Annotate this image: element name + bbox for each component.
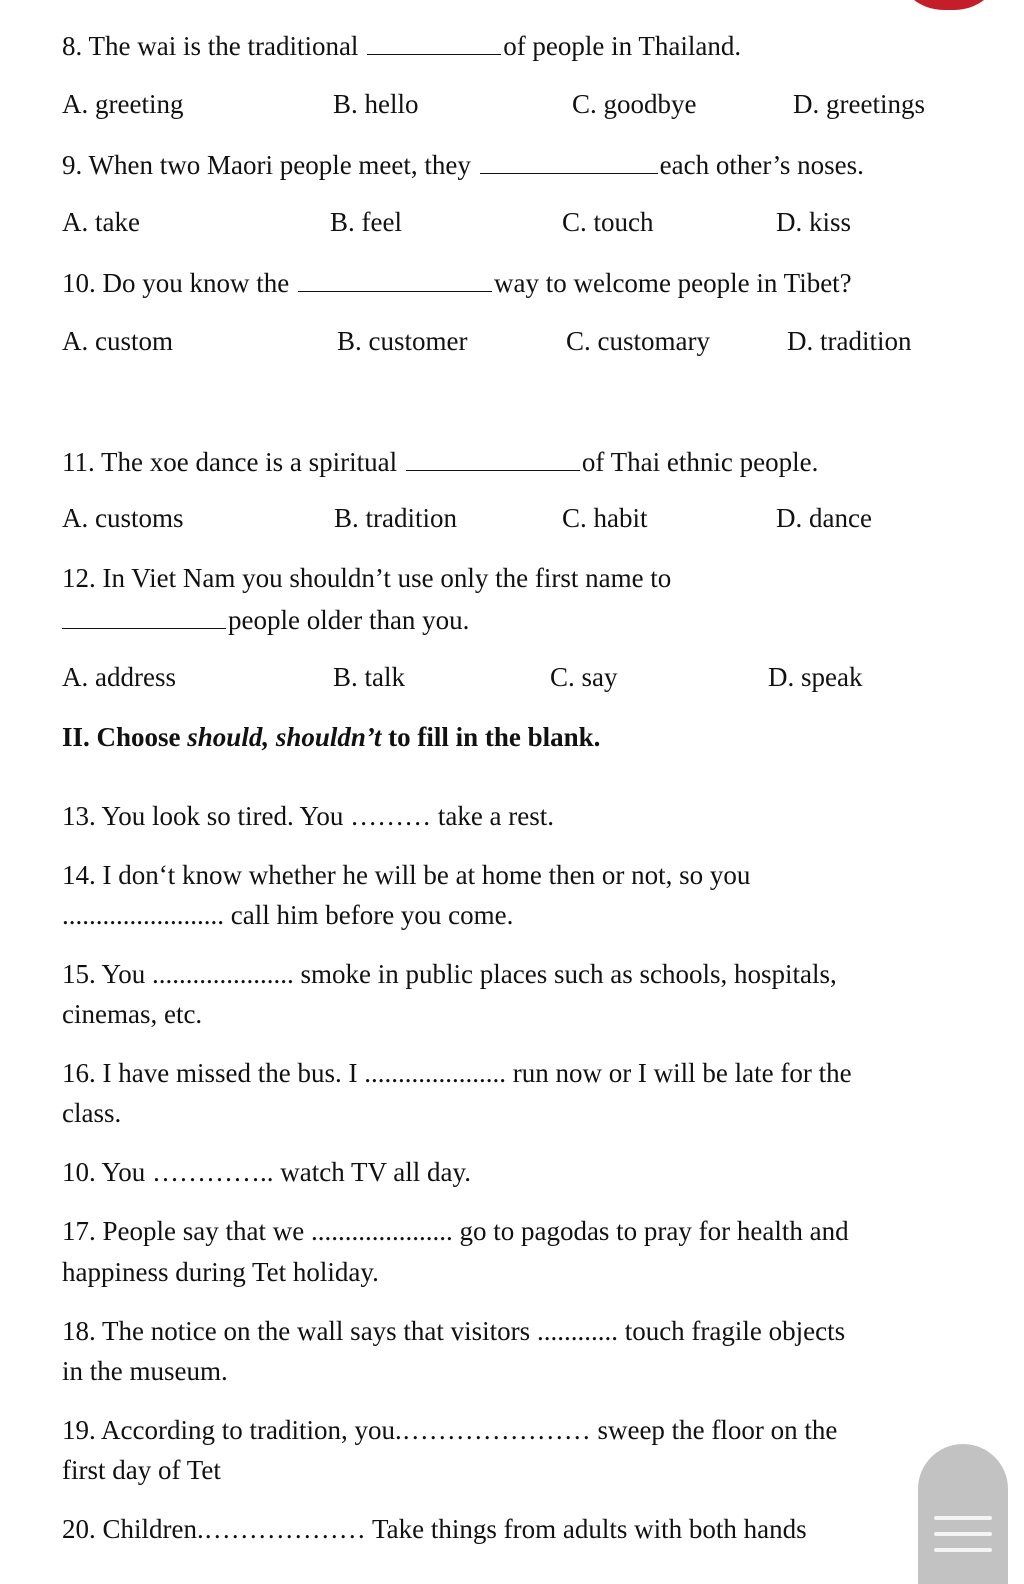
question-8-options bbox=[0, 88, 1024, 120]
question-11-options bbox=[0, 502, 1024, 534]
answer-blank: ..................... bbox=[152, 959, 294, 989]
question-13-stem: 13. You look so tired. You bbox=[62, 801, 344, 831]
option-c[interactable]: C. habit bbox=[562, 503, 648, 533]
question-20-stem: 20. Children. bbox=[62, 1514, 204, 1544]
question-15-line-1 bbox=[62, 958, 837, 990]
option-b[interactable]: B. talk bbox=[333, 662, 405, 692]
answer-blank: ……………… bbox=[203, 1514, 366, 1544]
question-19-stem: 19. According to tradition, you. bbox=[62, 1415, 402, 1445]
answer-blank bbox=[367, 28, 501, 55]
option-a[interactable]: A. take bbox=[62, 207, 140, 237]
menu-icon bbox=[934, 1548, 992, 1552]
question-20 bbox=[62, 1513, 807, 1545]
answer-blank bbox=[298, 265, 492, 292]
question-16-stem: 16. I have missed the bus. I bbox=[62, 1058, 358, 1088]
question-18-stem: 18. The notice on the wall says that visitors bbox=[62, 1316, 531, 1346]
question-19-line-1 bbox=[62, 1414, 837, 1446]
question-9-end: each other’s noses. bbox=[659, 150, 864, 180]
question-12-line-2 bbox=[62, 602, 469, 636]
question-11-end: of Thai ethnic people. bbox=[581, 447, 819, 477]
option-a[interactable]: A. address bbox=[62, 662, 176, 692]
option-c[interactable]: C. goodbye bbox=[572, 89, 697, 119]
question-8-end: of people in Thailand. bbox=[503, 31, 742, 61]
option-c[interactable]: C. say bbox=[550, 662, 618, 692]
question-15-end: smoke in public places such as schools, hospitals, bbox=[300, 959, 837, 989]
option-d[interactable]: D. kiss bbox=[776, 207, 852, 237]
question-13-end: take a rest. bbox=[437, 801, 555, 831]
menu-icon bbox=[934, 1516, 992, 1520]
answer-blank: ..................... bbox=[310, 1216, 453, 1246]
question-10 bbox=[62, 265, 852, 299]
question-19-line-2: first day of Tet bbox=[62, 1455, 221, 1485]
question-8-stem: 8. The wai is the traditional bbox=[62, 31, 359, 61]
question-14-end: call him before you come. bbox=[230, 900, 514, 930]
question-10-options bbox=[0, 325, 1024, 357]
question-14-line-1: 14. I don‘t know whether he will be at home then or not, so you bbox=[62, 860, 751, 890]
question-14-line-2 bbox=[62, 899, 513, 931]
question-12-end: people older than you. bbox=[228, 605, 470, 635]
question-18-end: touch fragile objects bbox=[624, 1316, 846, 1346]
answer-blank: ..................... bbox=[364, 1058, 506, 1088]
section-2-heading-emphasis: should, shouldn’t bbox=[187, 722, 382, 752]
answer-blank: ………….. bbox=[152, 1157, 274, 1187]
question-10-stem: 10. Do you know the bbox=[62, 268, 290, 298]
question-10b bbox=[62, 1156, 471, 1188]
question-12-line-1: 12. In Viet Nam you shouldn’t use only the first name to bbox=[62, 563, 672, 593]
question-10b-end: watch TV all day. bbox=[280, 1157, 471, 1187]
option-d[interactable]: D. greetings bbox=[793, 89, 925, 119]
answer-blank bbox=[480, 147, 658, 174]
answer-blank: ........................ bbox=[62, 900, 224, 930]
question-16-line-1 bbox=[62, 1057, 852, 1089]
question-15-line-2: cinemas, etc. bbox=[62, 999, 203, 1029]
question-16-end: run now or I will be late for the bbox=[512, 1058, 852, 1088]
answer-blank: ………………… bbox=[401, 1415, 591, 1445]
question-19-end: sweep the floor on the bbox=[597, 1415, 838, 1445]
option-b[interactable]: B. customer bbox=[337, 326, 468, 356]
question-13 bbox=[62, 800, 554, 832]
option-b[interactable]: B. feel bbox=[330, 207, 402, 237]
option-d[interactable]: D. speak bbox=[768, 662, 863, 692]
section-2-heading-start: II. Choose bbox=[62, 722, 188, 752]
option-d[interactable]: D. dance bbox=[776, 503, 872, 533]
question-15-stem: 15. You bbox=[62, 959, 146, 989]
answer-blank: ............ bbox=[536, 1316, 618, 1346]
question-18-line-2: in the museum. bbox=[62, 1356, 228, 1386]
question-18-line-1 bbox=[62, 1315, 845, 1347]
question-9 bbox=[62, 147, 864, 181]
question-9-stem: 9. When two Maori people meet, they bbox=[62, 150, 471, 180]
question-10-end: way to welcome people in Tibet? bbox=[493, 268, 852, 298]
option-d[interactable]: D. tradition bbox=[787, 326, 912, 356]
menu-icon bbox=[934, 1532, 992, 1536]
question-17-line-2: happiness during Tet holiday. bbox=[62, 1257, 379, 1287]
option-a[interactable]: A. customs bbox=[62, 503, 184, 533]
question-17-line-1 bbox=[62, 1215, 849, 1247]
question-8 bbox=[62, 28, 741, 62]
section-2-heading-end: to fill in the blank. bbox=[381, 722, 601, 752]
option-a[interactable]: A. greeting bbox=[62, 89, 184, 119]
question-20-end: Take things from adults with both hands bbox=[372, 1514, 807, 1544]
option-a[interactable]: A. custom bbox=[62, 326, 173, 356]
answer-blank bbox=[62, 602, 226, 629]
option-b[interactable]: B. tradition bbox=[334, 503, 457, 533]
question-17-stem: 17. People say that we bbox=[62, 1216, 305, 1246]
option-c[interactable]: C. touch bbox=[562, 207, 654, 237]
question-12-options bbox=[0, 661, 1024, 693]
question-17-end: go to pagodas to pray for health and bbox=[459, 1216, 849, 1246]
answer-blank: ……… bbox=[350, 801, 432, 831]
question-11-stem: 11. The xoe dance is a spiritual bbox=[62, 447, 398, 477]
answer-blank bbox=[406, 444, 580, 471]
corner-decoration bbox=[894, 0, 1004, 10]
option-b[interactable]: B. hello bbox=[333, 89, 419, 119]
section-2-heading bbox=[62, 721, 600, 753]
question-9-options bbox=[0, 206, 1024, 238]
option-c[interactable]: C. customary bbox=[566, 326, 710, 356]
menu-button[interactable] bbox=[918, 1444, 1008, 1584]
question-16-line-2: class. bbox=[62, 1098, 122, 1128]
question-11 bbox=[62, 444, 818, 478]
question-10b-stem: 10. You bbox=[62, 1157, 146, 1187]
